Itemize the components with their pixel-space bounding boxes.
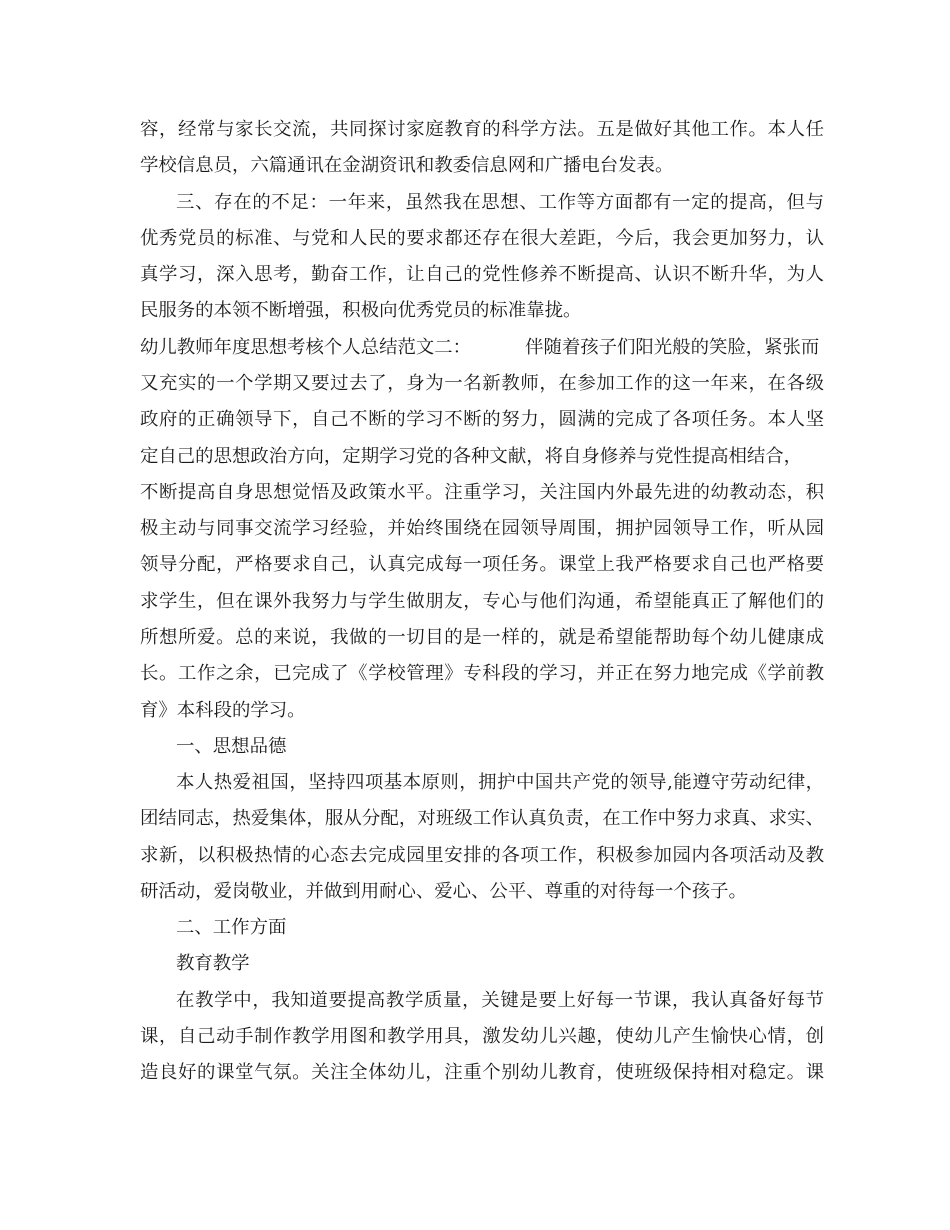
section-heading-moral: 一、思想品德 — [176, 736, 287, 757]
body-text-line: 极主动与同事交流学习经验，并始终围绕在园领导周围，拥护园领导工作，听从园 — [140, 518, 824, 539]
subsection-heading-teaching: 教育教学 — [176, 953, 250, 974]
body-text-line: 研活动，爱岗敬业，并做到用耐心、爱心、公平、尊重的对待每一个孩子。 — [140, 881, 747, 902]
body-text-line: 在教学中，我知道要提高教学质量，关键是要上好每一节课，我认真备好每节 — [176, 990, 824, 1011]
body-text-line: 民服务的本领不断增强，积极向优秀党员的标准靠拢。 — [140, 300, 582, 321]
body-text-line: 不断提高自身思想觉悟及政策水平。注重学习，关注国内外最先进的幼教动态，积 — [140, 482, 824, 503]
body-text-line: 求新，以积极热情的心态去完成园里安排的各项工作，积极参加园内各项活动及教 — [140, 845, 824, 866]
summary-title: 幼儿教师年度思想考核个人总结范文二： — [140, 337, 472, 358]
body-text-line: 优秀党员的标准、与党和人民的要求都还存在很大差距，今后，我会更加努力，认 — [140, 228, 824, 249]
body-text-line: 求学生，但在课外我努力与学生做朋友，专心与他们沟通，希望能真正了解他们的 — [140, 591, 824, 612]
section-heading-work: 二、工作方面 — [176, 917, 287, 938]
section-heading-shortcomings: 三、存在的不足：一年来，虽然我在思想、工作等方面都有一定的提高，但与 — [176, 192, 824, 213]
body-text-line: 造良好的课堂气氛。关注全体幼儿，注重个别幼儿教育，使班级保持相对稳定。课 — [140, 1062, 824, 1083]
body-text-line: 课，自己动手制作教学用图和教学用具，激发幼儿兴趣，使幼儿产生愉快心情，创 — [140, 1026, 824, 1047]
body-text-line: 真学习，深入思考，勤奋工作，让自己的党性修养不断提高、认识不断升华，为人 — [140, 264, 824, 285]
body-text-line: 本人热爱祖国，坚持四项基本原则，拥护中国共产党的领导,能遵守劳动纪律， — [176, 772, 824, 793]
body-text-line: 政府的正确领导下，自己不断的学习不断的努力，圆满的完成了各项任务。本人坚 — [140, 409, 824, 430]
body-text-inline: 伴随着孩子们阳光般的笑脸，紧张而 — [525, 337, 820, 358]
body-text-line: 容，经常与家长交流，共同探讨家庭教育的科学方法。五是做好其他工作。本人任 — [140, 119, 824, 140]
body-text-line: 团结同志，热爱集体，服从分配，对班级工作认真负责，在工作中努力求真、求实、 — [140, 808, 824, 829]
body-text-line: 领导分配，严格要求自己，认真完成每一项任务。课堂上我严格要求自己也严格要 — [140, 554, 824, 575]
body-text-line: 学校信息员，六篇通讯在金湖资讯和教委信息网和广播电台发表。 — [140, 155, 674, 176]
body-text-line: 定自己的思想政治方向，定期学习党的各种文献，将自身修养与党性提高相结合， — [140, 446, 803, 467]
summary-title-line — [140, 331, 824, 365]
body-text-line: 长。工作之余，已完成了《学校管理》专科段的学习，并正在努力地完成《学前教 — [140, 663, 824, 684]
body-text-line: 育》本科段的学习。 — [140, 700, 306, 721]
body-text-line: 又充实的一个学期又要过去了，身为一名新教师，在参加工作的这一年来，在各级 — [140, 373, 824, 394]
body-text-line: 所想所爱。总的来说，我做的一切目的是一样的，就是希望能帮助每个幼儿健康成 — [140, 627, 824, 648]
